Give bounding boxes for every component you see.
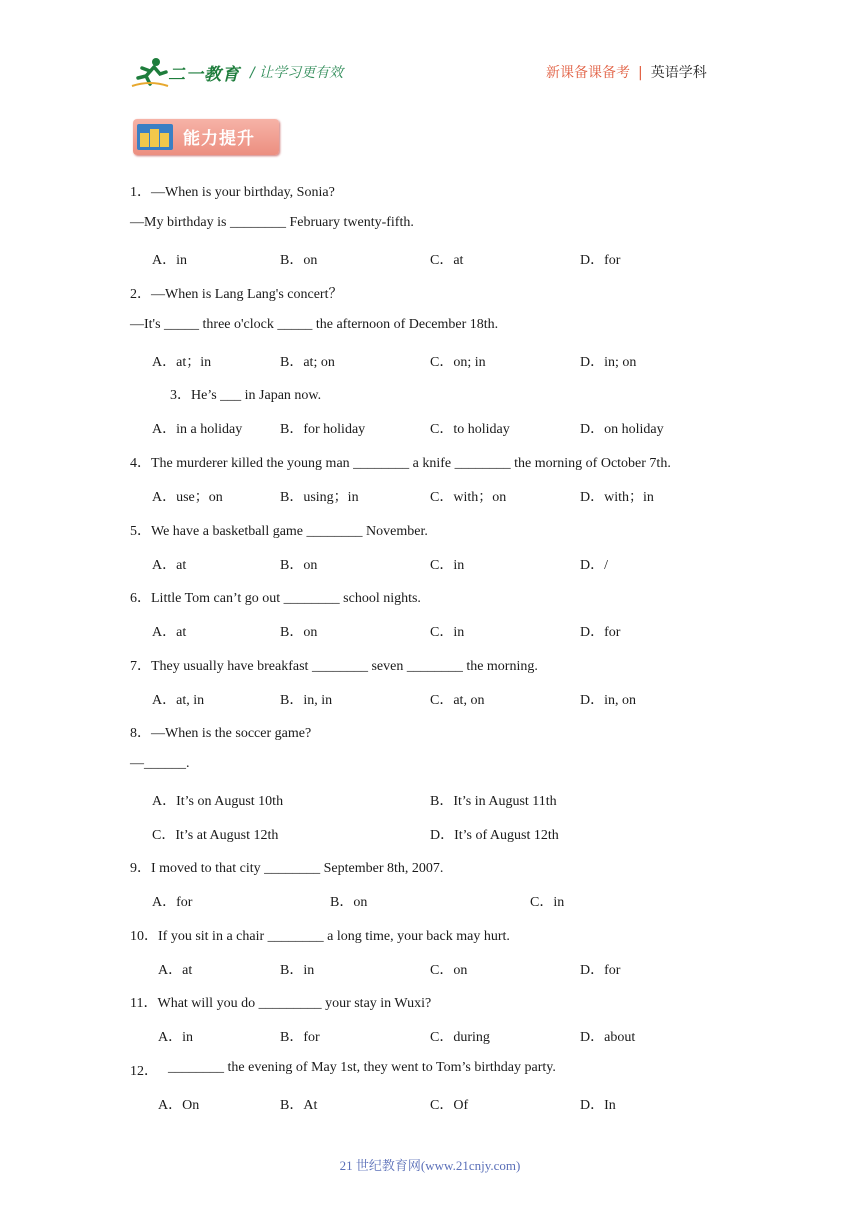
question-11-option-d[interactable]: D．about [580,1030,636,1045]
question-2-line-2: —It's _____ three o'clock _____ the afternoon of December 18th. [130,317,499,332]
question-1-line-1: 1．—When is your birthday, Sonia? [130,185,335,200]
question-10-option-c[interactable]: C．on [430,963,468,978]
question-7-option-b[interactable]: B．in, in [280,693,333,708]
question-1-option-c[interactable]: C．at [430,253,464,268]
question-6-option-a[interactable]: A．at [152,625,187,640]
question-9-option-b[interactable]: B．on [330,895,368,910]
question-12-number: 12． [130,1064,158,1079]
header-right-2: 英语学科 [650,65,707,81]
question-12-option-a[interactable]: A．On [158,1098,200,1113]
question-8-line-2: —______. [130,756,190,771]
header-right [546,62,707,82]
question-1-option-a[interactable]: A．in [152,253,187,268]
question-11-option-b[interactable]: B．for [280,1030,320,1045]
question-5-line-1: 5．We have a basketball game ________ November. [130,524,428,539]
section-badge [133,119,279,155]
question-3-line-1: 3．He’s ___ in Japan now. [170,388,322,403]
page-header [0,0,860,100]
header-right-1: 新课备课备考 [546,65,630,81]
question-10-line-1: 10．If you sit in a chair ________ a long time, your back may hurt. [130,929,510,944]
question-5-option-b[interactable]: B．on [280,558,318,573]
question-12-option-d[interactable]: D．In [580,1098,616,1113]
logo [130,56,240,90]
header-separator: | [638,65,643,81]
question-9-line-1: 9．I moved to that city ________ September 8th, 2007. [130,861,444,876]
question-5-option-c[interactable]: C．in [430,558,465,573]
question-6-option-c[interactable]: C．in [430,625,465,640]
question-3-option-b[interactable]: B．for holiday [280,422,366,437]
question-8-option-a[interactable]: A．It’s on August 10th [152,794,284,809]
question-6-option-b[interactable]: B．on [280,625,318,640]
question-8-option-d[interactable]: D．It’s of August 12th [430,828,559,843]
question-3-option-d[interactable]: D．on holiday [580,422,664,437]
question-2-option-a[interactable]: A．at；in [152,355,212,370]
header-slogan: / 让学习更有效 [250,65,344,81]
question-6-option-d[interactable]: D．for [580,625,621,640]
question-11-option-c[interactable]: C．during [430,1030,490,1045]
question-12-option-b[interactable]: B．At [280,1098,318,1113]
question-10-option-a[interactable]: A．at [158,963,193,978]
question-8-line-1: 8．—When is the soccer game? [130,726,312,741]
question-4-option-b[interactable]: B．using；in [280,490,359,505]
question-4-option-c[interactable]: C．with；on [430,490,507,505]
question-5-option-d[interactable]: D．/ [580,558,608,573]
question-9-option-c[interactable]: C．in [530,895,565,910]
question-4-option-a[interactable]: A．use；on [152,490,223,505]
question-11-option-a[interactable]: A．in [158,1030,193,1045]
question-7-option-c[interactable]: C．at, on [430,693,485,708]
question-12-option-c[interactable]: C．Of [430,1098,469,1113]
question-8-option-b[interactable]: B．It’s in August 11th [430,794,557,809]
people-icon [137,124,173,150]
question-8-option-c[interactable]: C．It’s at August 12th [152,828,279,843]
logo-text: 二一教育 [168,65,240,85]
question-11-line-1: 11．What will you do _________ your stay in Wuxi? [130,996,432,1011]
question-2-option-d[interactable]: D．in; on [580,355,637,370]
question-3-option-c[interactable]: C．to holiday [430,422,510,437]
question-7-line-1: 7．They usually have breakfast ________ seven ________ the morning. [130,659,538,674]
question-7-option-d[interactable]: D．in, on [580,693,636,708]
question-6-line-1: 6．Little Tom can’t go out ________ school nights. [130,591,421,606]
question-5-option-a[interactable]: A．at [152,558,187,573]
question-7-option-a[interactable]: A．at, in [152,693,205,708]
question-2-option-c[interactable]: C．on; in [430,355,486,370]
page-footer: 21 世纪教育网(www.21cnjy.com) [339,1158,521,1173]
question-1-line-2: —My birthday is ________ February twenty-fifth. [130,215,414,230]
section-badge-label: 能力提升 [183,129,255,149]
question-4-option-d[interactable]: D．with；in [580,490,654,505]
question-4-line-1: 4．The murderer killed the young man ________ a knife ________ the morning of October 7th. [130,456,671,471]
question-10-option-d[interactable]: D．for [580,963,621,978]
question-1-option-d[interactable]: D．for [580,253,621,268]
question-3-option-a[interactable]: A．in a holiday [152,422,243,437]
question-1-option-b[interactable]: B．on [280,253,318,268]
runner-logo-icon [130,56,170,90]
question-12-line-1: ________ the evening of May 1st, they went to Tom’s birthday party. [168,1060,556,1075]
question-9-option-a[interactable]: A．for [152,895,193,910]
question-10-option-b[interactable]: B．in [280,963,315,978]
question-2-line-1: 2．—When is Lang Lang's concert？ [130,287,343,302]
question-2-option-b[interactable]: B．at; on [280,355,335,370]
